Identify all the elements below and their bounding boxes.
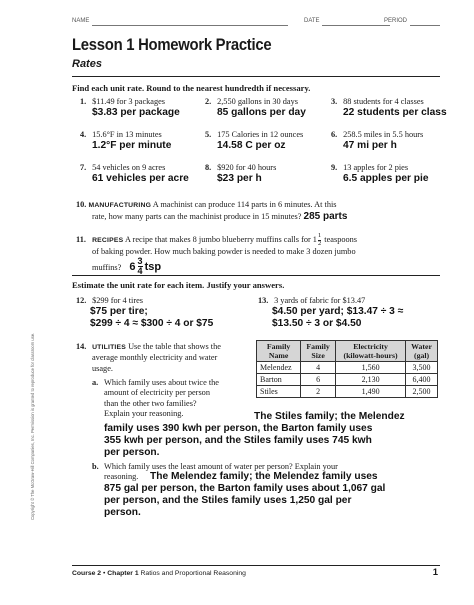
problem-text: $920 for 40 hours <box>217 163 277 172</box>
problem-text: teaspoons <box>324 234 358 244</box>
problem-6 <box>331 130 423 140</box>
student-info-header <box>72 18 440 28</box>
problem-7 <box>80 163 165 173</box>
problem-number: 12. <box>76 296 87 305</box>
table-row <box>257 386 438 398</box>
instruction-estimate: Estimate the unit rate for each item. Justify your answers. <box>72 280 285 290</box>
problem-14: 14. UTILITIES Use the table that shows the average monthly electricity and water usage. <box>76 342 221 373</box>
problem-number: 5. <box>205 130 212 139</box>
title-rule <box>72 76 440 77</box>
chapter-title: Ratios and Proportional Reasoning <box>140 570 246 577</box>
problem-answer: $23 per h <box>217 173 262 184</box>
problem-text: 15.6°F in 13 minutes <box>92 130 162 139</box>
page-footer: Course 2 • Chapter 1 Ratios and Proportional Reasoning <box>72 570 246 577</box>
problem-text: 258.5 miles in 5.5 hours <box>343 130 424 139</box>
problem-answer: $3.83 per package <box>92 107 180 118</box>
problem-text: 2,550 gallons in 30 days <box>217 97 298 106</box>
problem-answer: 61 vehicles per acre <box>92 173 189 184</box>
table-cell: 1,560 <box>336 362 406 374</box>
problem-answer: 1.2°F per minute <box>92 140 172 151</box>
instruction-unit-rate: Find each unit rate. Round to the nearest hundredth if necessary. <box>72 83 311 93</box>
name-label: NAME <box>72 18 90 24</box>
problem-number: 14. <box>76 342 87 351</box>
section-rule <box>72 275 440 276</box>
page-title: Lesson 1 Homework Practice <box>72 36 272 54</box>
problem-9 <box>331 163 408 173</box>
problem-answer: 47 mi per h <box>343 140 397 151</box>
problem-answer: 285 parts <box>303 211 348 223</box>
table-row <box>257 362 438 374</box>
problem-answer: 14.58 C per oz <box>217 140 286 151</box>
problem-number: 3. <box>331 97 338 106</box>
problem-number: 8. <box>205 163 212 172</box>
problem-10 <box>76 200 446 223</box>
page-number: 1 <box>432 567 438 578</box>
part-label: b. <box>92 462 99 471</box>
problem-answer: 6.5 apples per pie <box>343 173 429 184</box>
table-row <box>257 374 438 386</box>
problem-text: $299 for 4 tires <box>92 296 144 305</box>
page-subtitle: Rates <box>72 58 102 70</box>
copyright-notice: Copyright © The McGraw-Hill Companies, Inc. Permission is granted to reproduce for classroom use. <box>30 332 35 520</box>
table-header-row <box>257 341 438 362</box>
column-header: Electricity (kilowatt-hours) <box>336 341 406 362</box>
problem-answer: 85 gallons per day <box>217 107 306 118</box>
problem-2 <box>205 97 298 107</box>
problem-text: rate, how many parts can the machinist produce in 15 minutes? <box>92 212 302 222</box>
problem-12 <box>76 296 143 306</box>
problem-number: 2. <box>205 97 212 106</box>
table-cell: Barton <box>257 374 301 386</box>
problem-text: than the other two families? <box>104 398 197 408</box>
problem-text: $11.49 for 3 packages <box>92 97 166 106</box>
part-label: a. <box>92 378 99 387</box>
problem-text: 175 Calories in 12 ounces <box>217 130 304 139</box>
problem-text: amount of electricity per person <box>104 388 210 398</box>
table-cell: Stiles <box>257 386 301 398</box>
table-cell: 2 <box>301 386 336 398</box>
problem-12-answer: $75 per tire; $299 ÷ 4 ≈ $300 ÷ 4 or $75 <box>90 306 214 329</box>
problem-label: MANUFACTURING <box>88 202 152 209</box>
date-label: DATE <box>304 18 320 24</box>
problem-13-answer: $4.50 per yard; $13.47 ÷ 3 ≈ $13.50 ÷ 3 or $4.50 <box>272 306 404 329</box>
column-header: Family Size <box>301 341 336 362</box>
table-cell: 6,400 <box>406 374 438 386</box>
problem-label: UTILITIES <box>92 344 126 351</box>
problem-text: 13 apples for 2 pies <box>343 163 409 172</box>
problem-number: 11. <box>76 234 86 244</box>
chapter-label: Chapter 1 <box>107 570 139 577</box>
course-label: Course 2 <box>72 570 102 577</box>
problem-number: 6. <box>331 130 338 139</box>
problem-3 <box>331 97 424 107</box>
problem-text: muffins? <box>92 262 122 272</box>
table-cell: 4 <box>301 362 336 374</box>
problem-14b-answer: The Melendez family; the Melendez family uses 875 gal per person, the Barton family uses about 1,067 gal per person, and the Stiles family uses 1,250 gal per person. <box>104 471 386 518</box>
problem-number: 1. <box>80 97 87 106</box>
table-cell: 3,500 <box>406 362 438 374</box>
utilities-table <box>256 340 438 398</box>
problem-text: 88 students for 4 classes <box>343 97 424 106</box>
table-cell: 6 <box>301 374 336 386</box>
problem-1 <box>80 97 165 107</box>
problem-text: 54 vehicles on 9 acres <box>92 163 166 172</box>
period-label: PERIOD <box>384 18 408 24</box>
problem-text: Explain your reasoning. <box>104 409 184 419</box>
problem-number: 7. <box>80 163 87 172</box>
problem-text: Which family uses about twice the <box>104 378 219 387</box>
problem-5 <box>205 130 303 140</box>
date-line <box>322 25 390 26</box>
table-cell: 1,490 <box>336 386 406 398</box>
column-header: Family Name <box>257 341 301 362</box>
problem-11 <box>76 233 456 276</box>
problem-label: RECIPES <box>92 236 124 244</box>
problem-8 <box>205 163 276 173</box>
name-line <box>92 25 288 26</box>
problem-number: 9. <box>331 163 338 172</box>
table-cell: Melendez <box>257 362 301 374</box>
problem-number: 4. <box>80 130 87 139</box>
problem-number: 10. <box>76 200 87 209</box>
problem-answer: 6 $\frac{3}{4}$ tsp <box>129 256 162 277</box>
problem-13 <box>258 296 365 306</box>
problem-4 <box>80 130 162 140</box>
answer-fraction: $\frac{3}{4}$ <box>137 256 143 277</box>
problem-text: A recipe that makes 8 jumbo blueberry muffins calls for 1 <box>124 234 317 244</box>
mixed-number-fraction: $\frac{1}{2}$ <box>317 232 322 247</box>
problem-number: 13. <box>258 296 269 305</box>
table-cell: 2,130 <box>336 374 406 386</box>
period-line <box>410 25 440 26</box>
footer-rule <box>72 565 440 566</box>
problem-answer: 22 students per class <box>343 107 447 118</box>
problem-text: 3 yards of fabric for $13.47 <box>274 296 366 305</box>
problem-14a-answer: The Stiles family; the Melendez family uses 390 kwh per person, the Barton family uses 355 kwh per person, and the Stiles family uses 745 kwh per person. <box>104 411 405 458</box>
problem-text: of baking powder. How much baking powder is needed to make 3 dozen jumbo <box>92 247 356 256</box>
table-cell: 2,500 <box>406 386 438 398</box>
problem-text: A machinist can produce 114 parts in 6 minutes. At this <box>152 200 337 209</box>
problem-14b: b. Which family uses the least amount of water per person? Explain your reasoning. <box>92 462 338 482</box>
column-header: Water (gal) <box>406 341 438 362</box>
